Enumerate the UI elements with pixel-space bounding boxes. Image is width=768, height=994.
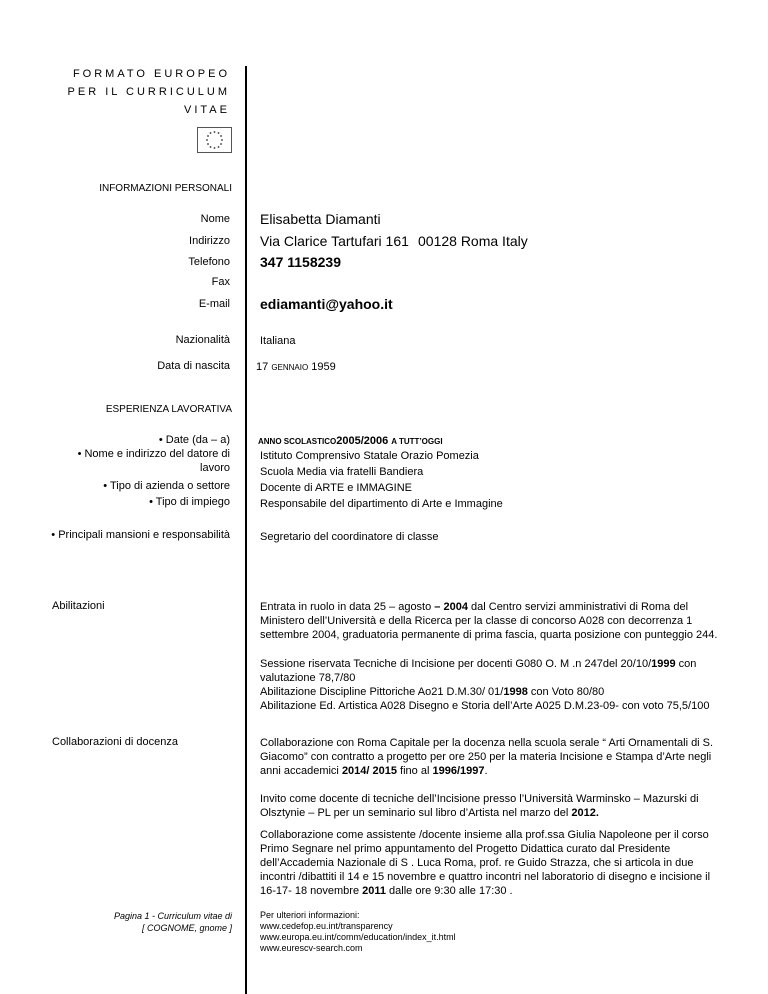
value-istituto: Istituto Comprensivo Statale Orazio Pomezia	[260, 450, 479, 462]
label-date: • Date (da – a)	[158, 434, 230, 446]
title-line-2: PER IL CURRICULUM	[67, 86, 230, 98]
collaborazioni-paragraph-2: Invito come docente di tecniche dell’Incisione presso l’Università Warminsko – Mazurski di Olsztynie – PL per un seminario sul libro d’Artista nel marzo del 2012.	[260, 793, 699, 819]
collaborazioni-paragraph-1: Collaborazione con Roma Capitale per la docenza nella scuola serale “ Arti Ornamentali di S. Giacomo” con contratto a progetto per ore 250 per la materia Incisione e Stampa d’Arte negli anni accademici 2014/ 2015 fino al 1996/1997.	[260, 737, 714, 777]
label-fax: Fax	[211, 276, 230, 288]
footer-links: Per ulteriori informazioni: www.cedefop.eu.int/transparency www.europa.eu.int/comm/education/index_it.html www.eurescv-search.com	[260, 910, 456, 953]
abilitazioni-paragraph-2: Sessione riservata Tecniche di Incisione per docenti G080 O. M .n 247del 20/10/1999 con valutazione 78,7/80 Abilitazione Discipline Pittoriche Ao21 D.M.30/ 01/1998 con Voto 80/80 Abilitazione Ed. Artistica A028 Disegno e Storia dell’Arte A025 D.M.23-09- con voto 75,5/100	[260, 658, 710, 712]
section-work-experience: ESPERIENZA LAVORATIVA	[105, 404, 232, 415]
value-data-nascita: 17 GENNAIO 1959	[256, 361, 336, 373]
link-cedefop[interactable]: www.cedefop.eu.int/transparency	[260, 921, 393, 931]
label-nazionalita: Nazionalità	[175, 334, 230, 346]
label-azienda: • Tipo di azienda o settore	[103, 480, 230, 492]
label-collaborazioni: Collaborazioni di docenza	[52, 736, 178, 748]
label-telefono: Telefono	[188, 256, 230, 268]
label-nome: Nome	[200, 213, 230, 225]
label-abilitazioni: Abilitazioni	[52, 600, 105, 612]
vertical-divider	[245, 66, 247, 994]
label-data-nascita: Data di nascita	[157, 360, 230, 372]
label-indirizzo: Indirizzo	[189, 235, 230, 247]
abilitazioni-paragraph-1: Entrata in ruolo in data 25 – agosto – 2004 dal Centro servizi amministrativi di Roma del Ministero dell’Università e della Ricerca per la classe di concorso A028 con decorrenza 1 settembre 2004, graduatoria permanente di prima fascia, quarta posizione con punteggio 244.	[260, 601, 718, 641]
label-impiego: • Tipo di impiego	[149, 496, 230, 508]
eu-flag-icon	[197, 127, 232, 153]
value-docente: Docente di ARTE e IMMAGINE	[260, 482, 413, 494]
link-eurescv[interactable]: www.eurescv-search.com	[260, 943, 363, 953]
value-anno-scolastico: ANNO SCOLASTICO2005/2006 A TUTT’OGGI	[258, 435, 443, 447]
title-line-1: FORMATO EUROPEO	[72, 68, 230, 80]
footer-page-info: Pagina 1 - Curriculum vitae di [ COGNOME, gnome ]	[113, 911, 232, 933]
value-telefono: 347 1158239	[260, 254, 341, 270]
value-indirizzo-citta: 00128 Roma Italy	[418, 233, 528, 249]
collaborazioni-paragraph-3: Collaborazione come assistente /docente insieme alla prof.ssa Giulia Napoleone per il corso Primo Segnare nel primo appuntamento del Progetto Didattica curato dal Presidente dell’Accademia Nazionale di S . Luca Roma, prof. re Guido Strazza, che si articola in due incontri /dibattiti il 14 e 15 novembre e quattro incontri nel laboratorio di disegno e incisione il 16-17- 18 novembre 2011 dalle ore 9:30 alle 17:30 .	[260, 829, 711, 897]
value-email: ediamanti@yahoo.it	[260, 296, 393, 312]
value-indirizzo-via: Via Clarice Tartufari 161	[260, 233, 409, 249]
label-datore: • Nome e indirizzo del datore di	[77, 448, 230, 460]
value-scuola: Scuola Media via fratelli Bandiera	[260, 466, 424, 478]
title-line-3: VITAE	[184, 104, 230, 116]
section-personal-info: INFORMAZIONI PERSONALI	[99, 183, 232, 194]
value-nazionalita: Italiana	[260, 335, 296, 347]
link-europa[interactable]: www.europa.eu.int/comm/education/index_it.html	[260, 932, 456, 942]
label-mansioni: • Principali mansioni e responsabilità	[51, 529, 230, 541]
value-segretario: Segretario del coordinatore di classe	[260, 531, 439, 543]
label-email: E-mail	[198, 298, 230, 310]
label-datore-2: lavoro	[200, 462, 230, 474]
value-responsabile: Responsabile del dipartimento di Arte e Immagine	[260, 498, 503, 510]
value-nome: Elisabetta Diamanti	[260, 211, 381, 227]
